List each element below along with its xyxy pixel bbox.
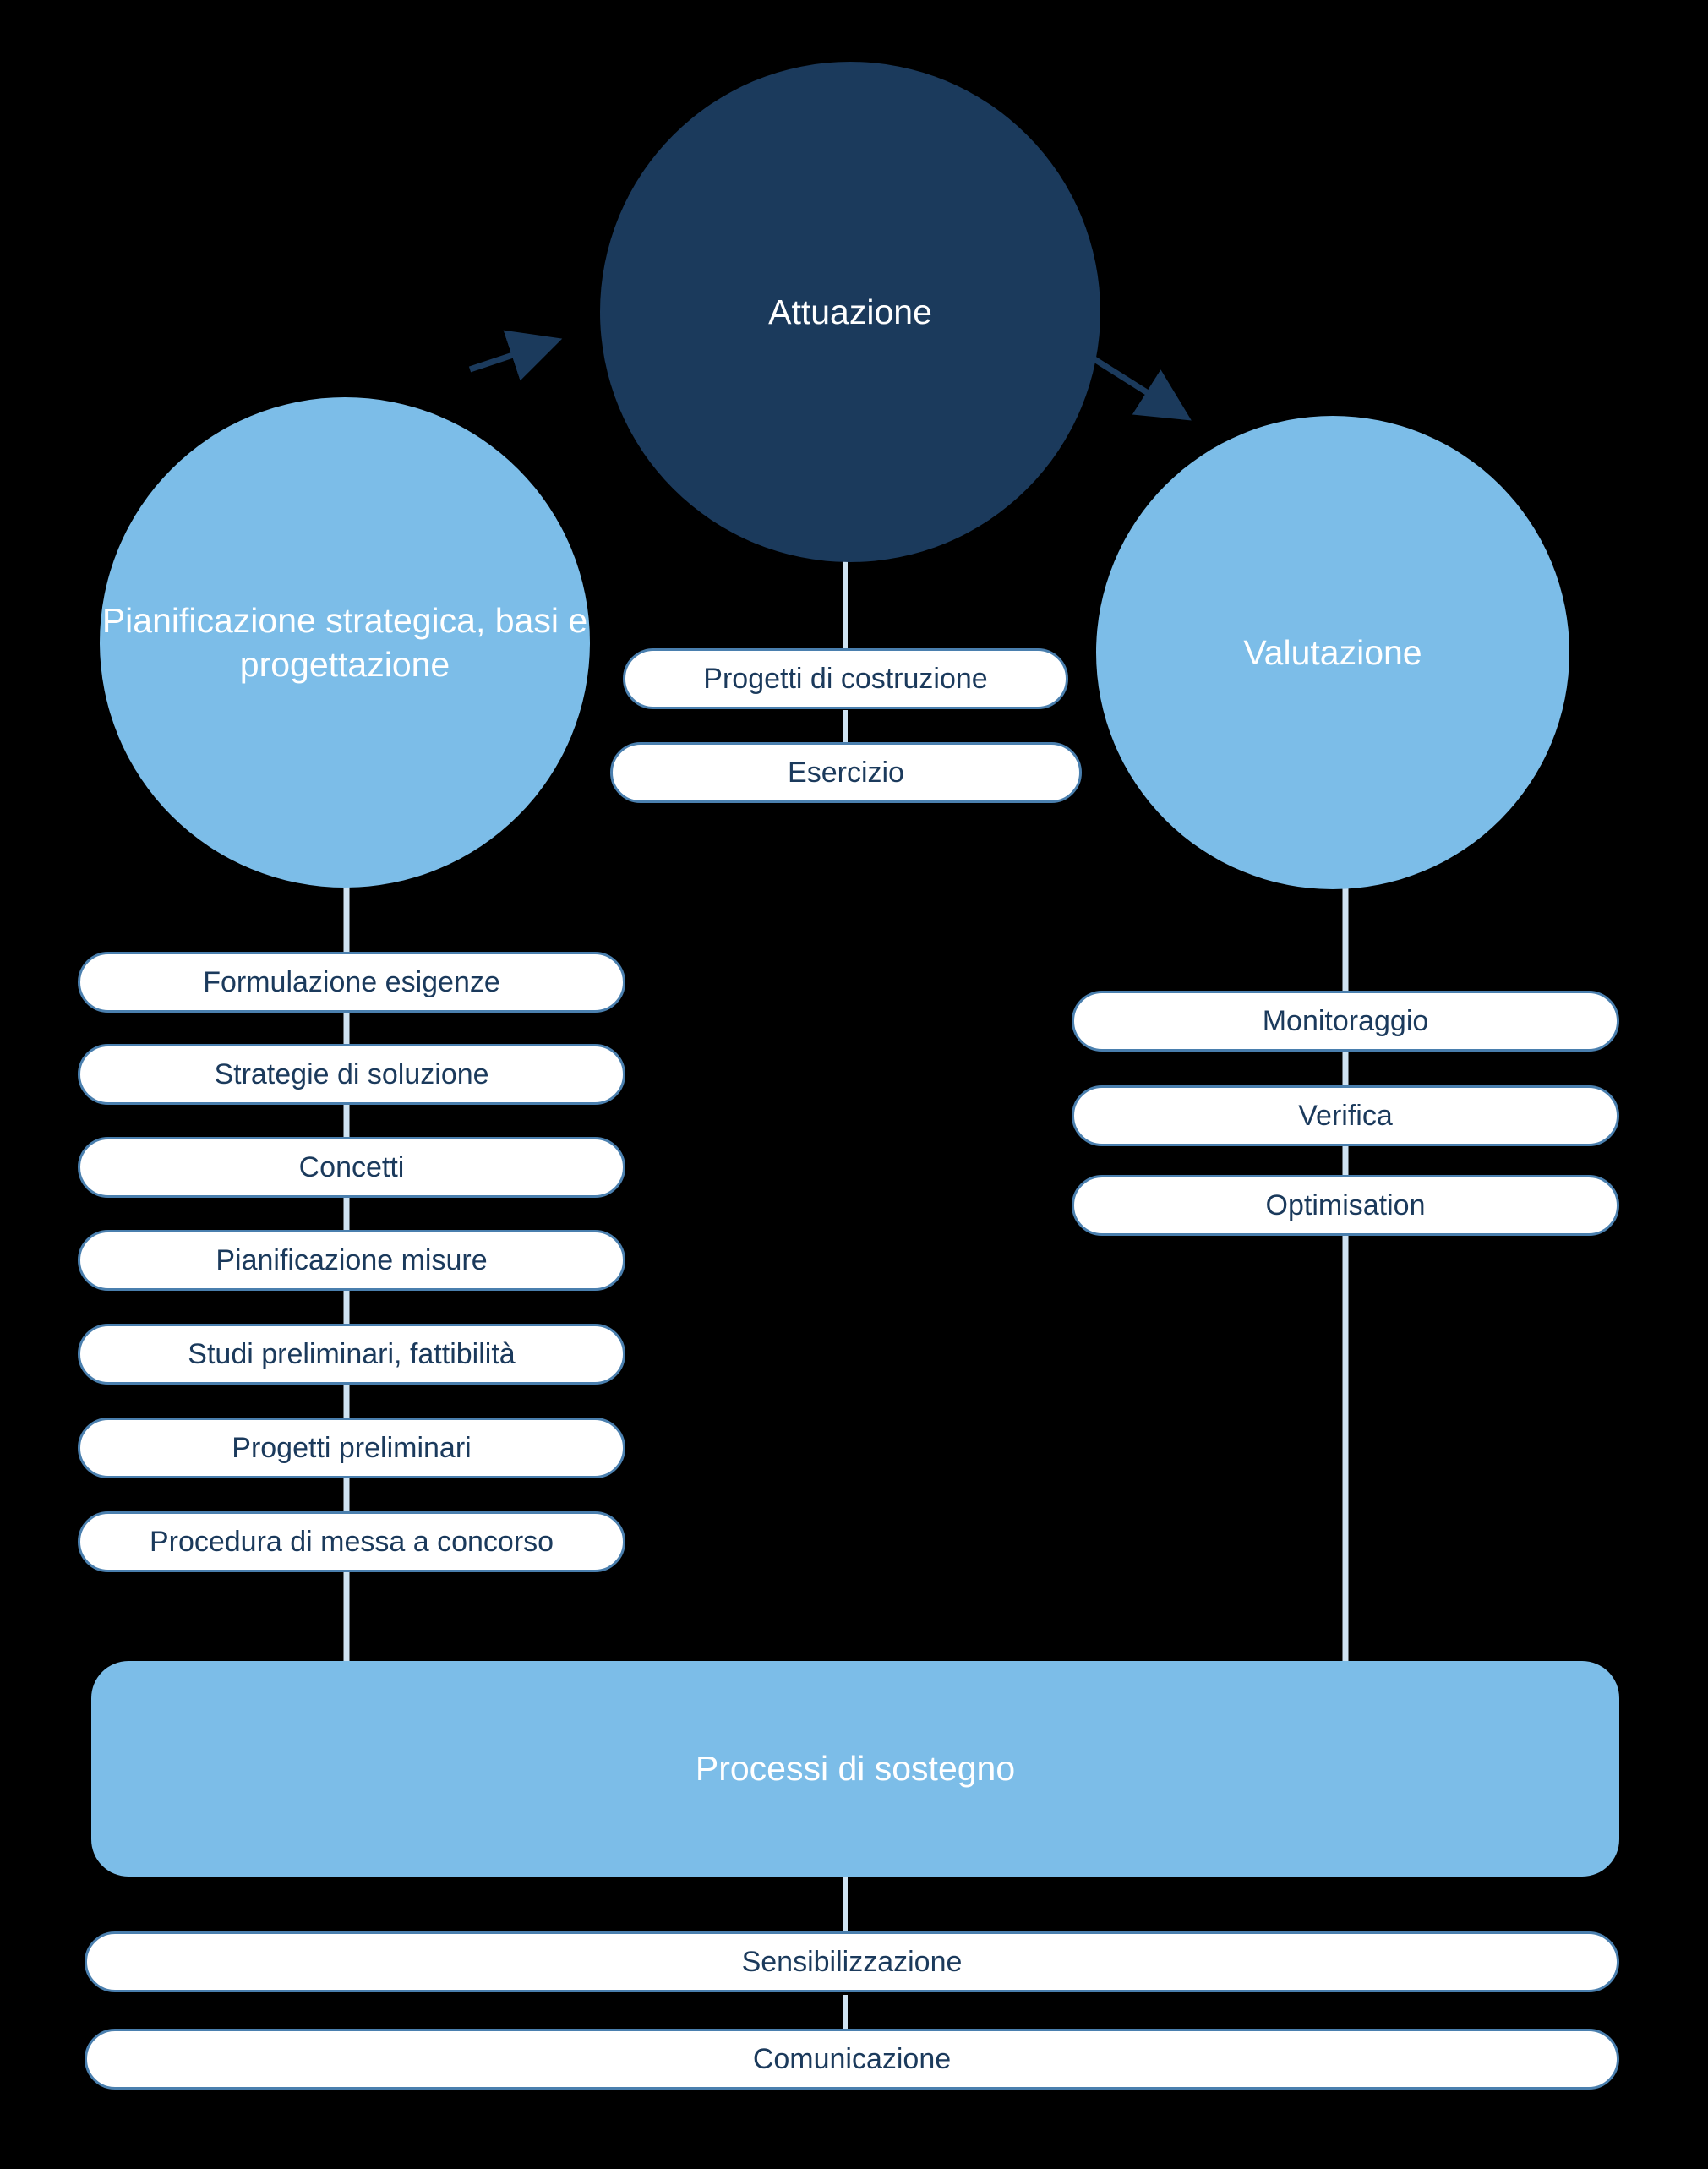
circle-attuazione[interactable]	[600, 62, 1100, 562]
pill-label: Formulazione esigenze	[203, 965, 500, 998]
pill-label: Pianificazione misure	[216, 1243, 488, 1276]
band-label: Processi di sostegno	[695, 1749, 1016, 1788]
pill-strategie-di-soluzione[interactable]	[78, 1044, 625, 1105]
pill-label: Optimisation	[1265, 1188, 1426, 1221]
pill-label: Studi preliminari, fattibilità	[188, 1337, 516, 1370]
circle-valutazione-label: Valutazione	[1243, 632, 1422, 672]
pill-progetti-di-costruzione[interactable]	[623, 648, 1068, 709]
pill-procedura-di-messa-a-concorso[interactable]	[78, 1511, 625, 1572]
pill-comunicazione[interactable]	[85, 2029, 1619, 2090]
circle-valutazione[interactable]	[1096, 416, 1569, 889]
circle-pianificazione-label: Pianificazione strategica, basi e progettazione	[101, 600, 588, 684]
pill-label: Concetti	[298, 1150, 405, 1183]
pill-concetti[interactable]	[78, 1137, 625, 1198]
pill-label: Progetti preliminari	[232, 1431, 472, 1464]
pill-progetti-preliminari[interactable]	[78, 1418, 625, 1478]
pill-pianificazione-misure[interactable]	[78, 1230, 625, 1291]
pill-studi-preliminari-fattibilita[interactable]	[78, 1324, 625, 1385]
pill-formulazione-esigenze[interactable]	[78, 952, 625, 1013]
pill-monitoraggio[interactable]	[1072, 991, 1619, 1052]
pill-esercizio[interactable]	[610, 742, 1082, 803]
pill-label: Verifica	[1298, 1099, 1393, 1132]
arrow-attuazione-valutazione	[1094, 359, 1181, 414]
pill-label: Progetti di costruzione	[703, 662, 988, 695]
pill-verifica[interactable]	[1072, 1085, 1619, 1146]
pill-sensibilizzazione[interactable]	[85, 1931, 1619, 1992]
pill-label: Monitoraggio	[1262, 1004, 1429, 1037]
pill-label: Procedura di messa a concorso	[149, 1525, 554, 1558]
circle-attuazione-label: Attuazione	[768, 292, 932, 331]
circle-pianificazione[interactable]	[100, 397, 590, 888]
pill-optimisation[interactable]	[1072, 1175, 1619, 1236]
pill-label: Strategie di soluzione	[214, 1057, 489, 1090]
band-processi-di-sostegno[interactable]	[91, 1661, 1619, 1877]
pill-label: Sensibilizzazione	[741, 1945, 963, 1978]
pill-label: Comunicazione	[752, 2042, 952, 2075]
arrow-pianificazione-attuazione	[470, 342, 551, 369]
pill-label: Esercizio	[788, 756, 904, 789]
